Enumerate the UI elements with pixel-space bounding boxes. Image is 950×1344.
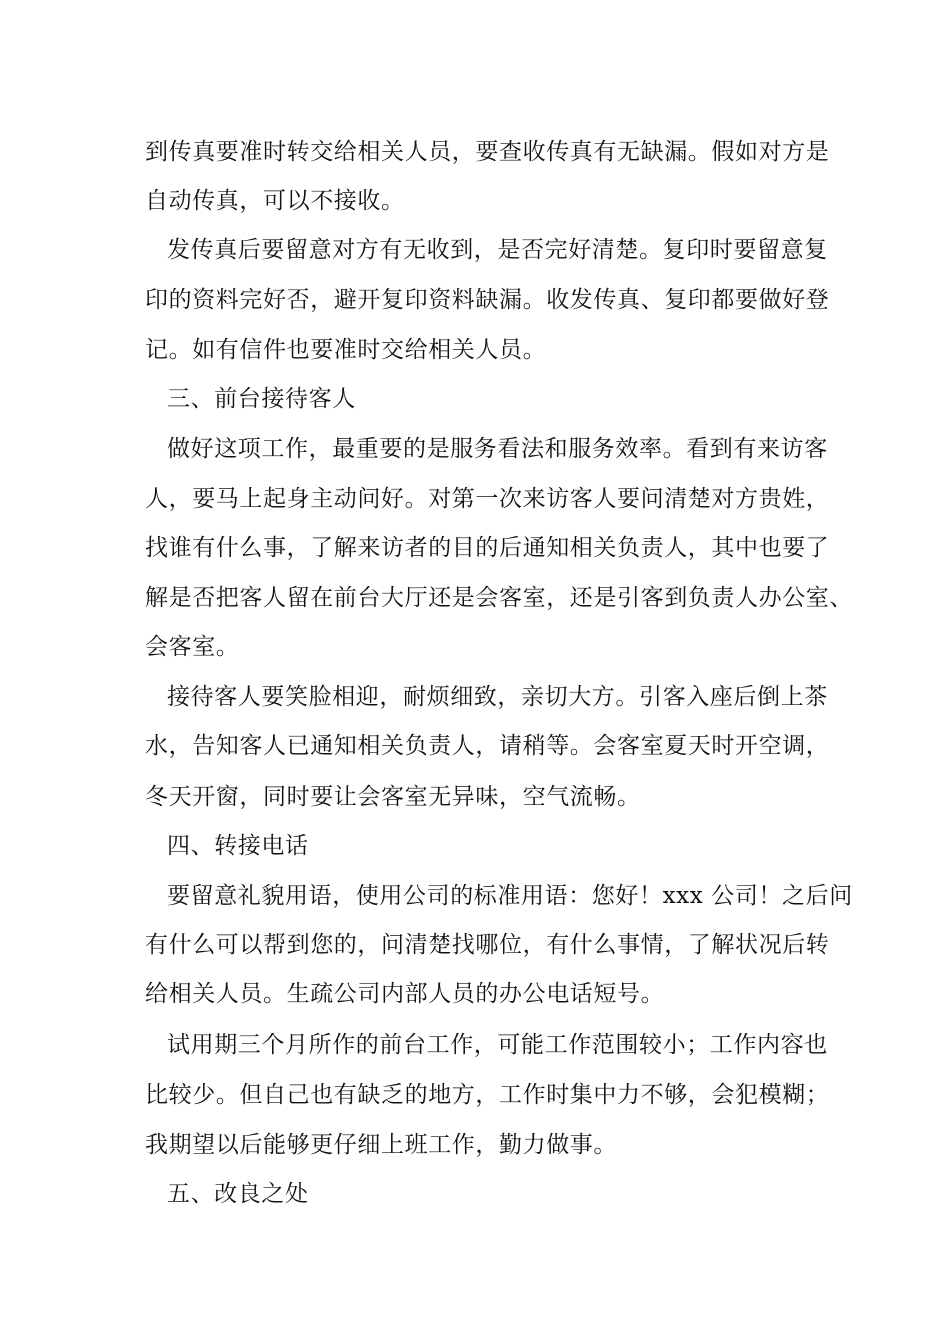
paragraph-line: 水，告知客人已通知相关负责人，请稍等。会客室夏天时开空调， xyxy=(145,733,830,759)
paragraph-line: 到传真要准时转交给相关人员，要查收传真有无缺漏。假如对方是 xyxy=(145,139,830,165)
paragraph-line: 我期望以后能够更仔细上班工作，勤力做事。 xyxy=(145,1132,617,1158)
paragraph-line: 人，要马上起身主动问好。对第一次来访客人要问清楚对方贵姓， xyxy=(145,486,830,512)
paragraph-line: 自动传真，可以不接收。 xyxy=(145,188,405,214)
paragraph-line: 找谁有什么事，了解来访者的目的后通知相关负责人，其中也要了 xyxy=(145,535,830,561)
paragraph-line: 印的资料完好否，避开复印资料缺漏。收发传真、复印都要做好登 xyxy=(145,287,830,313)
paragraph-line: 比较少。但自己也有缺乏的地方，工作时集中力不够，会犯模糊； xyxy=(145,1082,830,1108)
paragraph-line: 有什么可以帮到您的，问清楚找哪位，有什么事情，了解状况后转 xyxy=(145,932,830,958)
paragraph-line: 冬天开窗，同时要让会客室无异味，空气流畅。 xyxy=(145,784,641,810)
paragraph-line: 会客室。 xyxy=(145,634,240,660)
paragraph-line: 给相关人员。生疏公司内部人员的办公电话短号。 xyxy=(145,981,665,1007)
paragraph-line: 试用期三个月所作的前台工作，可能工作范围较小；工作内容也 xyxy=(167,1032,828,1058)
paragraph-line: 做好这项工作，最重要的是服务看法和服务效率。看到有来访客 xyxy=(167,436,828,462)
paragraph-line: 记。如有信件也要准时交给相关人员。 xyxy=(145,337,547,363)
paragraph-line: 解是否把客人留在前台大厅还是会客室，还是引客到负责人办公室、 xyxy=(145,585,853,611)
paragraph-line: 接待客人要笑脸相迎，耐烦细致，亲切大方。引客入座后倒上茶 xyxy=(167,684,828,710)
section-heading: 五、改良之处 xyxy=(167,1181,309,1207)
paragraph-line: 发传真后要留意对方有无收到，是否完好清楚。复印时要留意复 xyxy=(167,237,828,263)
section-heading: 四、转接电话 xyxy=(167,833,309,859)
paragraph-line: 要留意礼貌用语，使用公司的标准用语：您好！xxx 公司！之后问 xyxy=(167,883,853,909)
section-heading: 三、前台接待客人 xyxy=(167,386,356,412)
